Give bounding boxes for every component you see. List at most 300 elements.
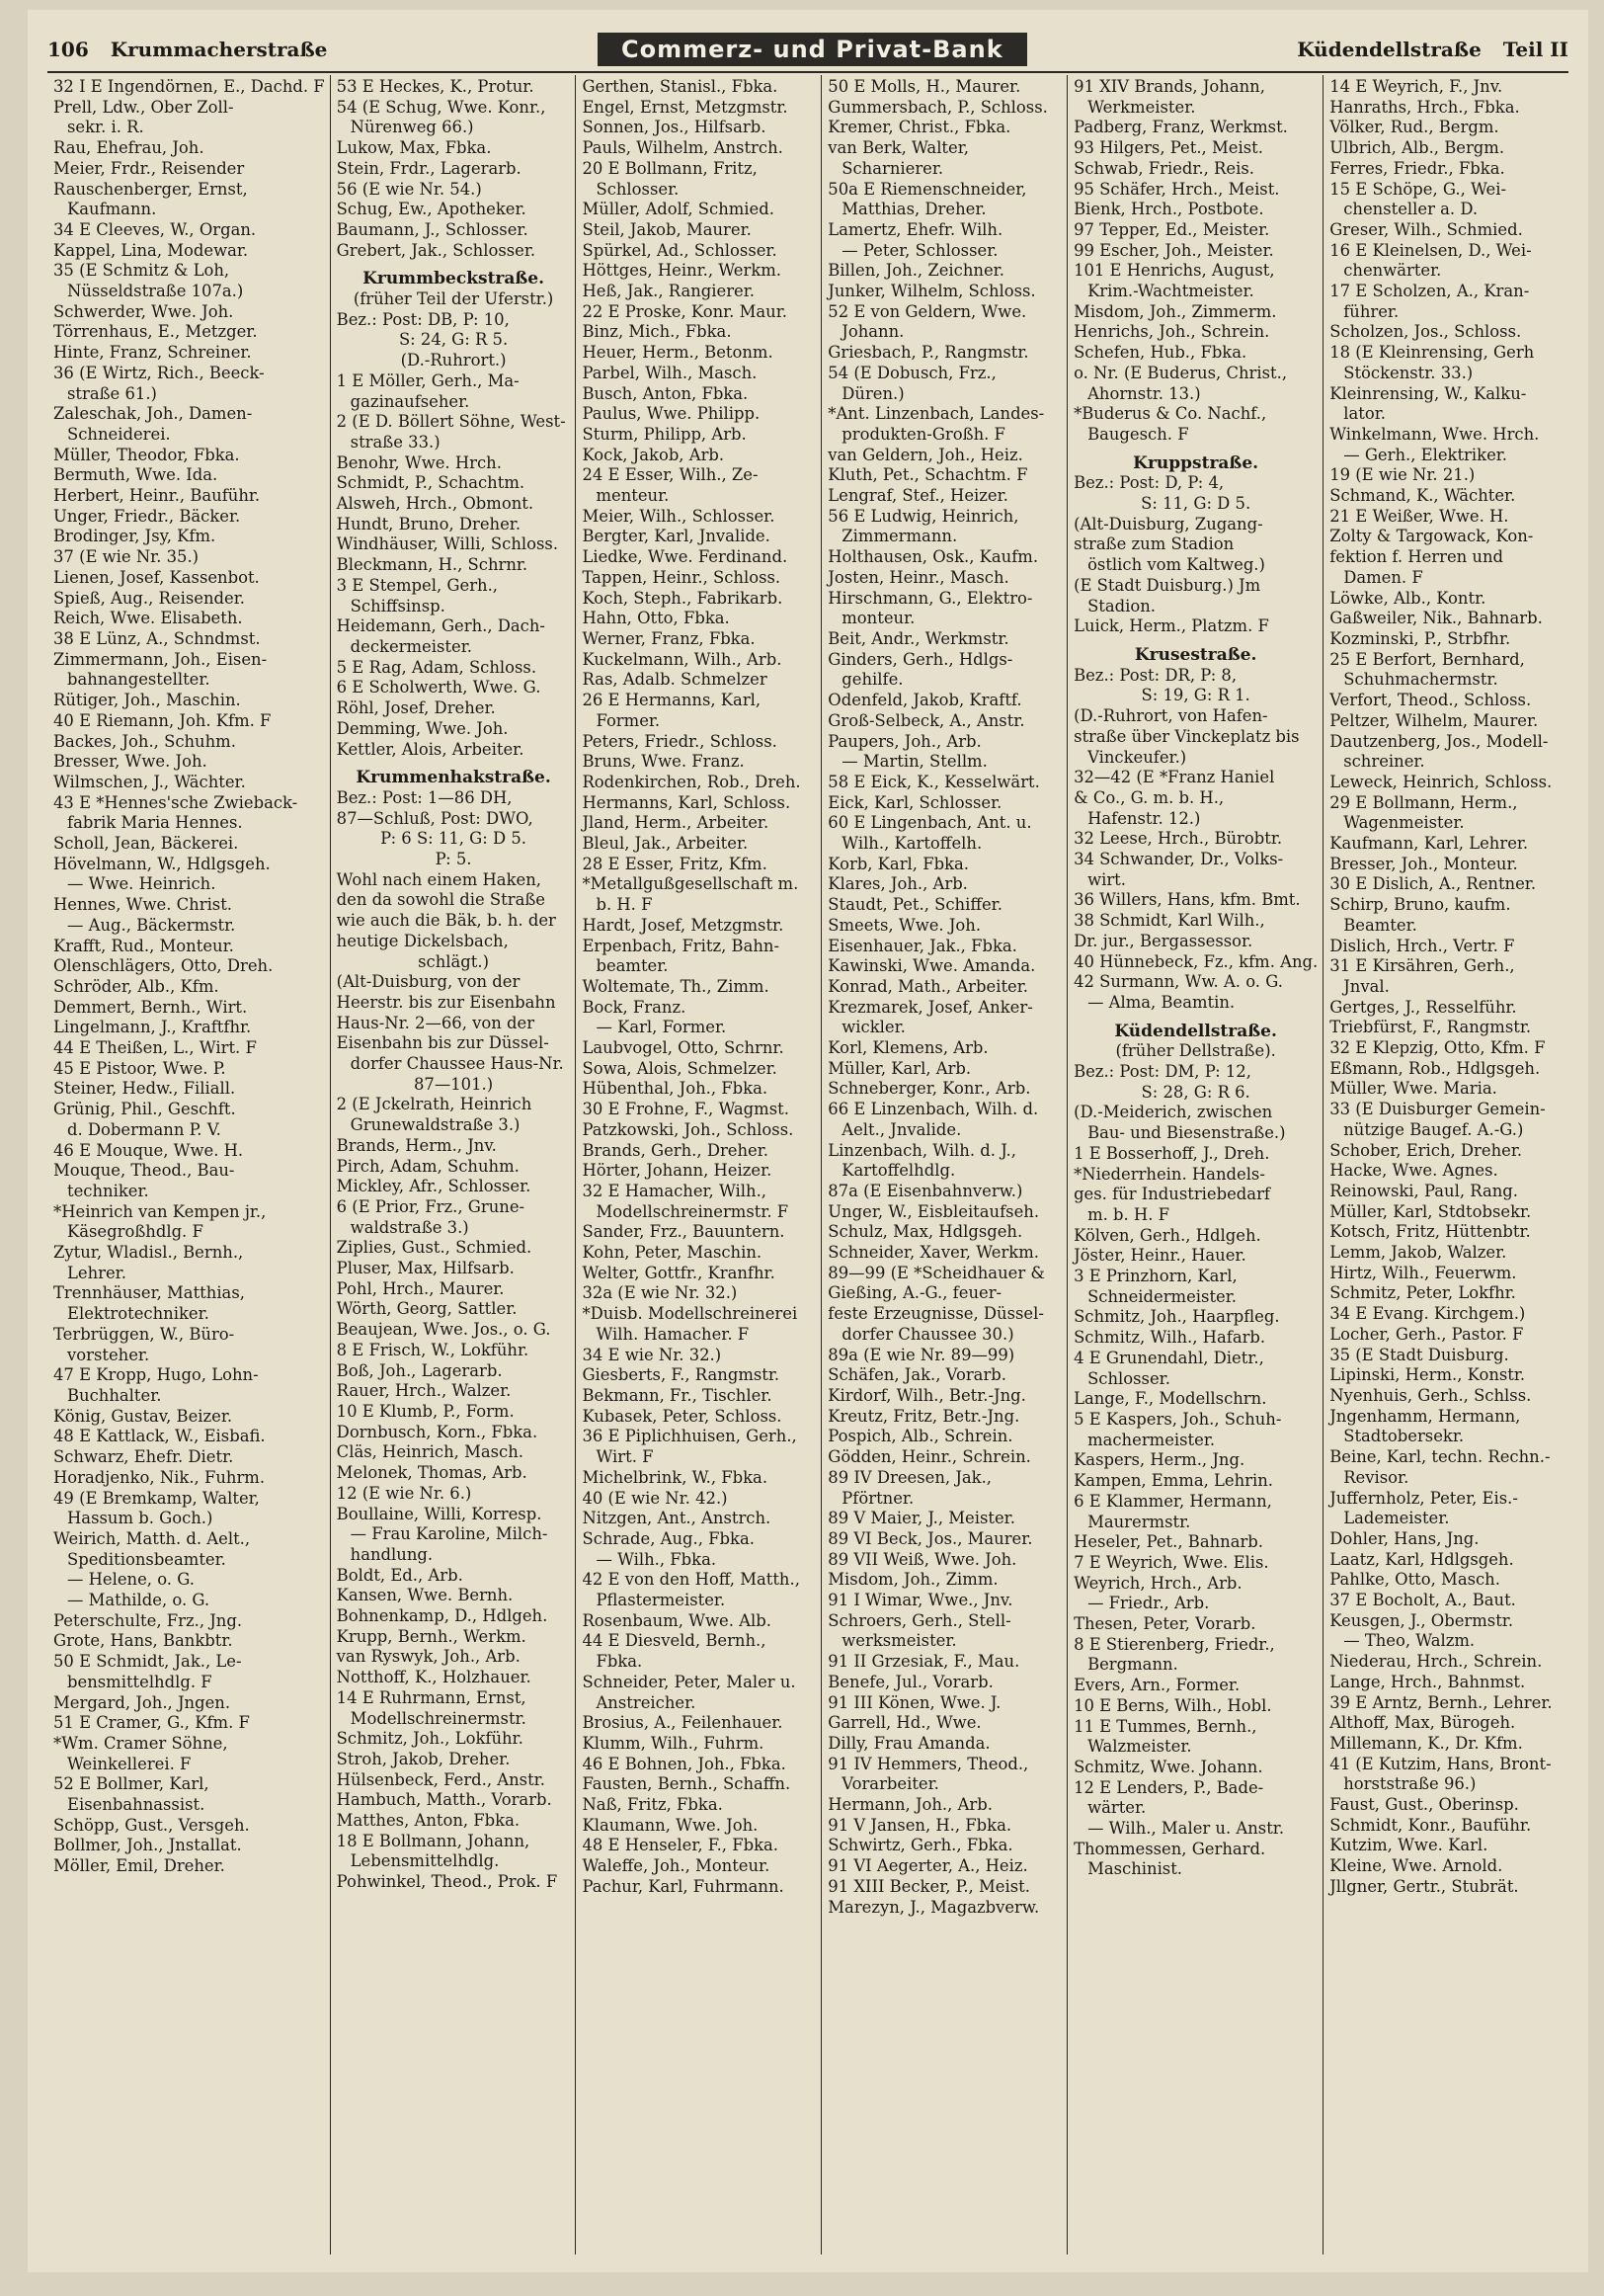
directory-entry: 30 E Frohne, F., Wagmst.: [582, 1100, 789, 1119]
directory-entry: 36 (E Wirtz, Rich., Beeck-: [53, 363, 265, 382]
directory-entry: 48 E Kattlack, W., Eisbafi.: [53, 1427, 266, 1446]
directory-entry: — Mathilde, o. G.: [67, 1591, 210, 1610]
directory-entry: Brosius, A., Feilenhauer.: [582, 1713, 783, 1733]
directory-entry: Melonek, Thomas, Arb.: [336, 1463, 527, 1483]
directory-entry: van Berk, Walter,: [828, 138, 969, 158]
directory-entry: Jllgner, Gertr., Stubrät.: [1329, 1876, 1519, 1896]
directory-entry: Maschinist.: [1087, 1859, 1183, 1879]
directory-entry: 91 I Wimar, Wwe., Jnv.: [828, 1591, 1013, 1610]
directory-entry: Henrichs, Joh., Schrein.: [1074, 322, 1270, 342]
directory-entry: 91 V Jansen, H., Fbka.: [828, 1815, 1012, 1835]
directory-entry: Kuckelmann, Wilh., Arb.: [582, 649, 782, 669]
directory-entry: 91 VI Aegerter, A., Heiz.: [828, 1856, 1028, 1876]
street-heading: Küdendellstraße.: [1114, 1021, 1277, 1041]
directory-entry: Hafenstr. 12.): [1087, 808, 1201, 828]
directory-entry: 42 Surmann, Ww. A. o. G.: [1074, 972, 1283, 992]
directory-entry: 52 E Bollmer, Karl,: [53, 1774, 209, 1794]
directory-entry: Krezmarek, Josef, Anker-: [828, 997, 1033, 1017]
directory-entry: Bekmann, Fr., Tischler.: [582, 1386, 772, 1405]
directory-entry: Dohler, Hans, Jng.: [1329, 1528, 1480, 1548]
street-heading: Krummenhakstraße.: [356, 768, 551, 788]
directory-entry: Schmand, K., Wächter.: [1329, 486, 1516, 506]
directory-entry: Winkelmann, Wwe. Hrch.: [1329, 424, 1540, 444]
directory-entry: Boullaine, Willi, Korresp.: [336, 1504, 542, 1523]
directory-entry: Demmert, Bernh., Wirt.: [53, 997, 248, 1017]
directory-entry: 91 IV Hemmers, Theod.,: [828, 1754, 1029, 1773]
directory-entry: Schneidermeister.: [1087, 1286, 1237, 1306]
directory-entry: Notthoff, K., Holzhauer.: [336, 1668, 531, 1687]
directory-entry: 101 E Henrichs, August,: [1074, 261, 1275, 281]
directory-column: [822, 75, 1068, 2255]
directory-entry: *Wm. Cramer Söhne,: [53, 1733, 228, 1753]
directory-entry: Modellschreinermstr. F: [596, 1201, 789, 1221]
street-heading: Krusestraße.: [1134, 644, 1257, 665]
directory-entry: — Wilh., Fbka.: [596, 1549, 717, 1569]
directory-entry: 46 E Mouque, Wwe. H.: [53, 1140, 244, 1160]
directory-entry: horststraße 96.): [1343, 1774, 1477, 1794]
directory-entry: Garrell, Hd., Wwe.: [828, 1713, 982, 1733]
directory-entry: Wörth, Georg, Sattler.: [336, 1299, 518, 1319]
directory-entry: Eisenbahnassist.: [67, 1795, 205, 1815]
directory-entry: Lademeister.: [1343, 1509, 1450, 1528]
directory-entry: Brands, Herm., Jnv.: [336, 1135, 497, 1155]
directory-entry: Gaßweiler, Nik., Bahnarb.: [1329, 609, 1543, 628]
directory-entry: Rauschenberger, Ernst,: [53, 179, 248, 199]
directory-entry: 87—Schluß, Post: DWO,: [336, 808, 533, 828]
directory-entry: 34 E Evang. Kirchgem.): [1329, 1304, 1526, 1324]
directory-entry: Stöckenstr. 33.): [1343, 363, 1474, 382]
directory-entry: S: 19, G: R 1.: [1141, 686, 1250, 705]
directory-entry: 97 Tepper, Ed., Meister.: [1074, 219, 1270, 239]
directory-entry: Eisenbahn bis zur Düssel-: [336, 1033, 549, 1053]
directory-entry: vorsteher.: [67, 1345, 150, 1364]
directory-entry: 5 E Rag, Adam, Schloss.: [336, 657, 537, 677]
directory-entry: Hardt, Josef, Metzgmstr.: [582, 915, 784, 935]
directory-entry: Ahornstr. 13.): [1087, 383, 1201, 403]
directory-entry: 47 E Kropp, Hugo, Lohn-: [53, 1365, 259, 1385]
street-heading: Krummbeckstraße.: [362, 269, 545, 289]
directory-entry: Boldt, Ed., Arb.: [336, 1565, 463, 1585]
directory-entry: 34 E wie Nr. 32.): [582, 1345, 722, 1364]
directory-entry: Zimmermann.: [842, 527, 958, 546]
directory-entry: Anstreicher.: [596, 1692, 696, 1712]
directory-entry: Lamertz, Ehefr. Wilh.: [828, 219, 1003, 239]
directory-entry: 50a E Riemenschneider,: [828, 179, 1027, 199]
directory-entry: 6 E Klammer, Hermann,: [1074, 1491, 1272, 1511]
directory-entry: Vinckeufer.): [1087, 747, 1187, 767]
directory-entry: 51 E Cramer, G., Kfm. F: [53, 1713, 250, 1733]
directory-entry: (E Stadt Duisburg.) Jm: [1074, 575, 1261, 595]
directory-entry: Unger, W., Eisbleitaufseh.: [828, 1201, 1040, 1221]
page-header: [47, 28, 1568, 73]
directory-entry: 91 II Grzesiak, F., Mau.: [828, 1652, 1020, 1672]
directory-entry: wirt.: [1087, 869, 1126, 889]
directory-entry: Elektrotechniker.: [67, 1304, 209, 1324]
directory-entry: 50 E Molls, H., Maurer.: [828, 77, 1021, 96]
directory-entry: 38 E Lünz, A., Schndmst.: [53, 628, 261, 648]
directory-entry: werksmeister.: [842, 1631, 957, 1651]
directory-entry: Modellschreinermstr.: [350, 1708, 526, 1728]
directory-entry: Nürenweg 66.): [350, 118, 474, 137]
directory-entry: 17 E Scholzen, A., Kran-: [1329, 282, 1530, 301]
directory-entry: — Theo, Walzm.: [1343, 1631, 1476, 1651]
directory-entry: östlich vom Kaltweg.): [1087, 555, 1265, 575]
directory-columns: [47, 75, 1568, 2255]
directory-entry: Walzmeister.: [1087, 1737, 1192, 1757]
directory-entry: Schiffsinsp.: [350, 596, 445, 615]
directory-entry: Misdom, Joh., Zimmerm.: [1074, 301, 1277, 321]
directory-entry: Müller, Karl, Arb.: [828, 1058, 972, 1078]
directory-entry: — Martin, Stellm.: [842, 752, 988, 772]
directory-entry: Wirt. F: [596, 1447, 654, 1467]
directory-entry: Kansen, Wwe. Bernh.: [336, 1586, 514, 1605]
directory-entry: nützige Baugef. A.-G.): [1343, 1119, 1524, 1139]
directory-entry: 25 E Berfort, Bernhard,: [1329, 649, 1525, 669]
directory-entry: Beaujean, Wwe. Jos., o. G.: [336, 1320, 551, 1340]
directory-entry: (D.-Ruhrort.): [400, 351, 507, 370]
directory-entry: Zytur, Wladisl., Bernh.,: [53, 1243, 244, 1263]
directory-entry: Schmitz, Peter, Lokfhr.: [1329, 1283, 1516, 1303]
directory-entry: — Wilh., Maler u. Anstr.: [1087, 1819, 1285, 1839]
directory-entry: Scholzen, Jos., Schloss.: [1329, 322, 1522, 342]
directory-entry: Luick, Herm., Platzm. F: [1074, 616, 1269, 636]
volume-part: Teil II: [1502, 38, 1568, 61]
directory-entry: — Frau Karoline, Milch-: [350, 1524, 548, 1544]
directory-entry: Beamter.: [1343, 915, 1417, 935]
directory-entry: Bruns, Wwe. Franz.: [582, 752, 745, 772]
directory-entry: Wilmschen, J., Wächter.: [53, 772, 246, 791]
directory-entry: Grote, Hans, Bankbtr.: [53, 1631, 233, 1651]
directory-entry: Dautzenberg, Jos., Modell-: [1329, 731, 1549, 751]
directory-entry: 39 E Arntz, Bernh., Lehrer.: [1329, 1692, 1553, 1712]
directory-entry: Schefen, Hub., Fbka.: [1074, 343, 1247, 363]
directory-entry: wie auch die Bäk, b. h. der: [336, 911, 556, 931]
directory-entry: straße zum Stadion: [1074, 534, 1235, 554]
directory-entry: 26 E Hermanns, Karl,: [582, 691, 762, 710]
directory-entry: Stroh, Jakob, Dreher.: [336, 1749, 511, 1768]
directory-entry: Grunewaldstraße 3.): [350, 1115, 521, 1135]
directory-entry: Patzkowski, Joh., Schloss.: [582, 1119, 794, 1139]
directory-entry: Kaspers, Herm., Jng.: [1074, 1450, 1245, 1470]
directory-entry: Griesbach, P., Rangmstr.: [828, 343, 1029, 363]
directory-entry: Meier, Frdr., Reisender: [53, 158, 245, 178]
directory-entry: 35 (E Stadt Duisburg.: [1329, 1345, 1509, 1364]
directory-entry: Millemann, K., Dr. Kfm.: [1329, 1733, 1523, 1753]
directory-entry: Lengraf, Stef., Heizer.: [828, 486, 1008, 506]
directory-entry: dorfer Chaussee Haus-Nr.: [350, 1054, 564, 1074]
directory-entry: Peters, Friedr., Schloss.: [582, 731, 777, 751]
directory-entry: Damen. F: [1343, 567, 1423, 587]
directory-entry: 32 Leese, Hrch., Bürobtr.: [1074, 829, 1283, 849]
directory-entry: deckermeister.: [350, 636, 472, 656]
directory-entry: gazinaufseher.: [350, 391, 470, 411]
directory-entry: 42 E von den Hoff, Matth.,: [582, 1570, 800, 1590]
directory-entry: Greser, Wilh., Schmied.: [1329, 219, 1523, 239]
directory-entry: 38 Schmidt, Karl Wilh.,: [1074, 911, 1265, 931]
directory-entry: 35 (E Schmitz & Loh,: [53, 261, 230, 281]
directory-entry: Pachur, Karl, Fuhrmann.: [582, 1876, 784, 1896]
directory-entry: 36 E Piplichhuisen, Gerh.,: [582, 1427, 797, 1446]
directory-entry: Kleinrensing, W., Kalku-: [1329, 383, 1527, 403]
directory-entry: 89 V Maier, J., Meister.: [828, 1509, 1015, 1528]
directory-entry: 34 E Cleeves, W., Organ.: [53, 219, 257, 239]
directory-entry: Cläs, Heinrich, Masch.: [336, 1442, 523, 1462]
directory-entry: Benefe, Jul., Vorarb.: [828, 1672, 994, 1691]
directory-entry: Schneider, Peter, Maler u.: [582, 1672, 796, 1691]
directory-entry: Buchhalter.: [67, 1386, 162, 1405]
directory-entry: Kirdorf, Wilh., Betr.-Jng.: [828, 1386, 1026, 1405]
directory-entry: Kartoffelhdlg.: [842, 1161, 956, 1181]
directory-entry: Düren.): [842, 383, 905, 403]
directory-entry: Rütiger, Joh., Maschin.: [53, 691, 241, 710]
directory-entry: Pauls, Wilhelm, Anstrch.: [582, 138, 783, 158]
directory-entry: 34 Schwander, Dr., Volks-: [1074, 850, 1284, 869]
directory-entry: 31 E Kirsähren, Gerh.,: [1329, 956, 1515, 976]
directory-entry: Locher, Gerh., Pastor. F: [1329, 1324, 1524, 1344]
directory-entry: Parbel, Wilh., Masch.: [582, 363, 758, 382]
directory-entry: gehilfe.: [842, 670, 904, 690]
directory-entry: Lingelmann, J., Kraftfhr.: [53, 1018, 252, 1037]
directory-entry: 8 E Frisch, W., Lokführ.: [336, 1340, 529, 1359]
directory-entry: Tappen, Heinr., Schloss.: [582, 567, 781, 587]
directory-entry: 29 E Bollmann, Herm.,: [1329, 792, 1518, 812]
directory-entry: 40 Hünnebeck, Fz., kfm. Ang.: [1074, 951, 1319, 971]
directory-entry: Lienen, Josef, Kassenbot.: [53, 567, 260, 587]
directory-entry: — Peter, Schlosser.: [842, 240, 999, 260]
directory-entry: Gummersbach, P., Schloss.: [828, 97, 1048, 117]
directory-entry: 41 (E Kutzim, Hans, Bront-: [1329, 1754, 1552, 1773]
directory-entry: Laatz, Karl, Hdlgsgeh.: [1329, 1549, 1514, 1569]
directory-entry: *Ant. Linzenbach, Landes-: [828, 404, 1045, 424]
directory-entry: Groß-Selbeck, A., Anstr.: [828, 710, 1025, 730]
directory-entry: Koch, Steph., Fabrikarb.: [582, 588, 783, 608]
directory-entry: (Alt-Duisburg, Zugang-: [1074, 514, 1263, 533]
directory-entry: Haus-Nr. 2—66, von der: [336, 1013, 535, 1032]
directory-entry: Pflastermeister.: [596, 1591, 726, 1610]
directory-entry: waldstraße 3.): [350, 1217, 469, 1237]
directory-entry: Steiner, Hedw., Filiall.: [53, 1079, 236, 1099]
directory-entry: Käsegroßhdlg. F: [67, 1222, 203, 1242]
directory-entry: Lipinski, Herm., Konstr.: [1329, 1365, 1526, 1385]
directory-entry: Weinkellerei. F: [67, 1754, 192, 1773]
directory-entry: Jland, Herm., Arbeiter.: [582, 813, 769, 833]
directory-entry: Schmitz, Joh., Lokführ.: [336, 1729, 523, 1749]
directory-entry: Lange, Hrch., Bahnmst.: [1329, 1672, 1526, 1691]
directory-entry: 89a (E wie Nr. 89—99): [828, 1345, 1015, 1364]
directory-entry: 21 E Weißer, Wwe. H.: [1329, 506, 1509, 526]
directory-entry: Revisor.: [1343, 1467, 1409, 1487]
directory-entry: ges. für Industriebedarf: [1074, 1185, 1270, 1204]
directory-entry: Kaufmann.: [67, 200, 157, 219]
directory-entry: Schober, Erich, Dreher.: [1329, 1140, 1523, 1160]
directory-entry: Kleine, Wwe. Arnold.: [1329, 1856, 1503, 1876]
directory-entry: Kluth, Pet., Schachtm. F: [828, 465, 1028, 485]
directory-entry: Liedke, Wwe. Ferdinand.: [582, 547, 788, 567]
directory-entry: Bohnenkamp, D., Hdlgeh.: [336, 1606, 548, 1626]
directory-entry: Bock, Franz.: [582, 997, 686, 1017]
directory-entry: Klaumann, Wwe. Joh.: [582, 1815, 759, 1835]
directory-entry: Evers, Arn., Former.: [1074, 1676, 1241, 1695]
directory-entry: Rosenbaum, Wwe. Alb.: [582, 1610, 771, 1630]
directory-entry: Heß, Jak., Rangierer.: [582, 282, 755, 301]
directory-entry: 58 E Eick, K., Kesselwärt.: [828, 772, 1040, 791]
directory-entry: Bez.: Post: D, P: 4,: [1074, 473, 1225, 493]
directory-entry: Korl, Klemens, Arb.: [828, 1038, 989, 1058]
directory-entry: Kettler, Alois, Arbeiter.: [336, 739, 524, 759]
directory-entry: Nyenhuis, Gerh., Schlss.: [1329, 1386, 1532, 1405]
directory-entry: van Ryswyk, Joh., Arb.: [336, 1647, 521, 1667]
directory-entry: Nüsseldstraße 107a.): [67, 282, 244, 301]
directory-entry: dorfer Chaussee 30.): [842, 1324, 1014, 1344]
directory-entry: Gödden, Heinr., Schrein.: [828, 1447, 1031, 1467]
directory-entry: Hacke, Wwe. Agnes.: [1329, 1161, 1498, 1181]
directory-entry: Erpenbach, Fritz, Bahn-: [582, 936, 779, 955]
directory-entry: 37 E Bocholt, A., Baut.: [1329, 1591, 1516, 1610]
directory-entry: Sturm, Philipp, Arb.: [582, 424, 747, 444]
directory-entry: heutige Dickelsbach,: [336, 931, 509, 950]
directory-entry: Hübenthal, Joh., Fbka.: [582, 1079, 768, 1099]
directory-entry: Boß, Joh., Lagerarb.: [336, 1360, 503, 1380]
directory-entry: b. H. F: [596, 895, 653, 915]
directory-entry: Sander, Frz., Bauuntern.: [582, 1222, 785, 1242]
directory-entry: 1 E Möller, Gerh., Ma-: [336, 370, 520, 390]
directory-entry: führer.: [1343, 301, 1400, 321]
directory-entry: Bermuth, Wwe. Ida.: [53, 465, 218, 485]
directory-entry: Müller, Theodor, Fbka.: [53, 445, 240, 464]
directory-entry: 18 (E Kleinrensing, Gerh: [1329, 343, 1535, 363]
directory-entry: Heidemann, Gerh., Dach-: [336, 616, 545, 636]
street-range-start: Krummacherstraße: [110, 38, 328, 61]
directory-entry: Giesberts, F., Rangmstr.: [582, 1365, 780, 1385]
directory-entry: Junker, Wilhelm, Schloss.: [828, 282, 1036, 301]
directory-entry: Bresser, Joh., Monteur.: [1329, 854, 1518, 873]
directory-entry: 87—101.): [414, 1074, 494, 1094]
directory-entry: Lehrer.: [67, 1263, 126, 1282]
directory-entry: Möller, Emil, Dreher.: [53, 1856, 225, 1876]
directory-entry: Schug, Ew., Apotheker.: [336, 200, 526, 219]
directory-entry: Hahn, Otto, Fbka.: [582, 609, 730, 628]
directory-entry: Pohwinkel, Theod., Prok. F: [336, 1872, 558, 1892]
directory-entry: Rodenkirchen, Rob., Dreh.: [582, 772, 801, 791]
directory-entry: 40 E Riemann, Joh. Kfm. F: [53, 710, 272, 730]
directory-entry: Johann.: [842, 322, 905, 342]
directory-entry: Nitzgen, Ant., Anstrch.: [582, 1509, 771, 1528]
directory-entry: Pohl, Hrch., Maurer.: [336, 1278, 505, 1298]
directory-entry: Alsweh, Hrch., Obmont.: [336, 494, 534, 514]
directory-entry: Beine, Karl, techn. Rechn.-: [1329, 1447, 1551, 1467]
directory-entry: Juffernholz, Peter, Eis.-: [1329, 1488, 1518, 1508]
directory-entry: — Aug., Bäckermstr.: [67, 915, 236, 935]
directory-entry: Maurermstr.: [1087, 1512, 1191, 1531]
directory-entry: 20 E Bollmann, Fritz,: [582, 158, 758, 178]
directory-entry: Bergmann.: [1087, 1655, 1178, 1675]
directory-column: [1323, 75, 1568, 2255]
directory-entry: 32a (E wie Nr. 32.): [582, 1283, 738, 1303]
directory-entry: Kawinski, Wwe. Amanda.: [828, 956, 1036, 976]
directory-entry: (D.-Ruhrort, von Hafen-: [1074, 706, 1268, 726]
directory-entry: Stadion.: [1087, 596, 1157, 615]
directory-entry: Lemm, Jakob, Walzer.: [1329, 1243, 1507, 1263]
directory-entry: Löwke, Alb., Kontr.: [1329, 588, 1486, 608]
directory-entry: 32 E Hamacher, Wilh.,: [582, 1181, 766, 1200]
directory-entry: 87a (E Eisenbahnverw.): [828, 1181, 1023, 1200]
directory-entry: Dilly, Frau Amanda.: [828, 1733, 991, 1753]
directory-entry: Schlosser.: [1087, 1368, 1170, 1388]
directory-entry: Schwab, Friedr., Reis.: [1074, 158, 1254, 178]
directory-entry: Stadtobersekr.: [1343, 1427, 1465, 1446]
directory-entry: Meier, Wilh., Schlosser.: [582, 506, 775, 526]
directory-entry: Paupers, Joh., Arb.: [828, 731, 982, 751]
street-heading: Kruppstraße.: [1133, 452, 1259, 473]
directory-entry: 56 E Ludwig, Heinrich,: [828, 506, 1019, 526]
directory-entry: Schwirtz, Gerh., Fbka.: [828, 1836, 1013, 1855]
directory-entry: Zimmermann, Joh., Eisen-: [53, 649, 268, 669]
directory-entry: Müller, Adolf, Schmied.: [582, 200, 774, 219]
directory-entry: Gertges, J., Resselführ.: [1329, 997, 1517, 1017]
directory-entry: Kreutz, Fritz, Betr.-Jng.: [828, 1406, 1020, 1426]
directory-entry: Lukow, Max, Fbka.: [336, 138, 492, 158]
directory-entry: Billen, Joh., Zeichner.: [828, 261, 1004, 281]
directory-entry: 22 E Proske, Konr. Maur.: [582, 301, 787, 321]
directory-entry: 6 (E Prior, Frz., Grune-: [336, 1196, 525, 1216]
directory-entry: 4 E Grunendahl, Dietr.,: [1074, 1348, 1264, 1367]
directory-entry: Müller, Wwe. Maria.: [1329, 1079, 1497, 1099]
directory-entry: Niederau, Hrch., Schrein.: [1329, 1652, 1543, 1672]
directory-entry: 32 E Klepzig, Otto, Kfm. F: [1329, 1038, 1546, 1058]
directory-entry: Michelbrink, W., Fbka.: [582, 1467, 768, 1487]
directory-entry: P: 5.: [435, 850, 472, 869]
directory-entry: Korb, Karl, Fbka.: [828, 854, 969, 873]
directory-entry: 24 E Esser, Wilh., Ze-: [582, 465, 759, 485]
directory-entry: Krupp, Bernh., Werkm.: [336, 1626, 526, 1646]
directory-entry: beamter.: [596, 956, 669, 976]
directory-entry: 12 E Lenders, P., Bade-: [1074, 1777, 1264, 1797]
directory-entry: Kubasek, Peter, Schloss.: [582, 1406, 782, 1426]
directory-entry: Terbrüggen, W., Büro-: [53, 1324, 235, 1344]
directory-entry: Zolty & Targowack, Kon-: [1329, 527, 1534, 546]
directory-entry: Padberg, Franz, Werkmst.: [1074, 118, 1288, 137]
directory-entry: Pirch, Adam, Schuhm.: [336, 1156, 520, 1176]
directory-entry: Kutzim, Wwe. Karl.: [1329, 1836, 1488, 1855]
directory-entry: 11 E Tummes, Bernh.,: [1074, 1716, 1257, 1736]
directory-entry: 12 (E wie Nr. 6.): [336, 1483, 472, 1503]
directory-entry: S: 24, G: R 5.: [398, 330, 509, 350]
directory-entry: Aelt., Jnvalide.: [842, 1119, 962, 1139]
directory-entry: Dornbusch, Korn., Fbka.: [336, 1422, 538, 1441]
directory-entry: 40 (E wie Nr. 42.): [582, 1488, 728, 1508]
directory-entry: Schulz, Max, Hdlgsgeh.: [828, 1222, 1023, 1242]
directory-entry: Odenfeld, Jakob, Kraftf.: [828, 691, 1022, 710]
directory-entry: Smeets, Wwe. Joh.: [828, 915, 982, 935]
directory-entry: Marezyn, J., Magazbverw.: [828, 1897, 1040, 1917]
directory-entry: fabrik Maria Hennes.: [67, 813, 243, 833]
directory-entry: — Helene, o. G.: [67, 1570, 195, 1590]
directory-entry: Woltemate, Th., Zimm.: [582, 976, 769, 996]
directory-entry: Scholl, Jean, Bäckerei.: [53, 834, 239, 854]
directory-entry: Fbka.: [596, 1652, 643, 1672]
directory-entry: Backes, Joh., Schuhm.: [53, 731, 236, 751]
directory-entry: Reinowski, Paul, Rang.: [1329, 1181, 1518, 1200]
directory-entry: Welter, Gottfr., Kranfhr.: [582, 1263, 775, 1282]
directory-entry: 19 (E wie Nr. 21.): [1329, 465, 1476, 485]
directory-entry: 10 E Berns, Wilh., Hobl.: [1074, 1695, 1272, 1715]
directory-entry: Schneider, Xaver, Werkm.: [828, 1243, 1039, 1263]
directory-entry: Bez.: Post: 1—86 DH,: [336, 787, 513, 807]
directory-entry: Kock, Jakob, Arb.: [582, 445, 725, 464]
directory-entry: Rau, Ehefrau, Joh.: [53, 138, 204, 158]
directory-entry: 16 E Kleinelsen, D., Wei-: [1329, 240, 1532, 260]
directory-entry: machermeister.: [1087, 1430, 1216, 1449]
